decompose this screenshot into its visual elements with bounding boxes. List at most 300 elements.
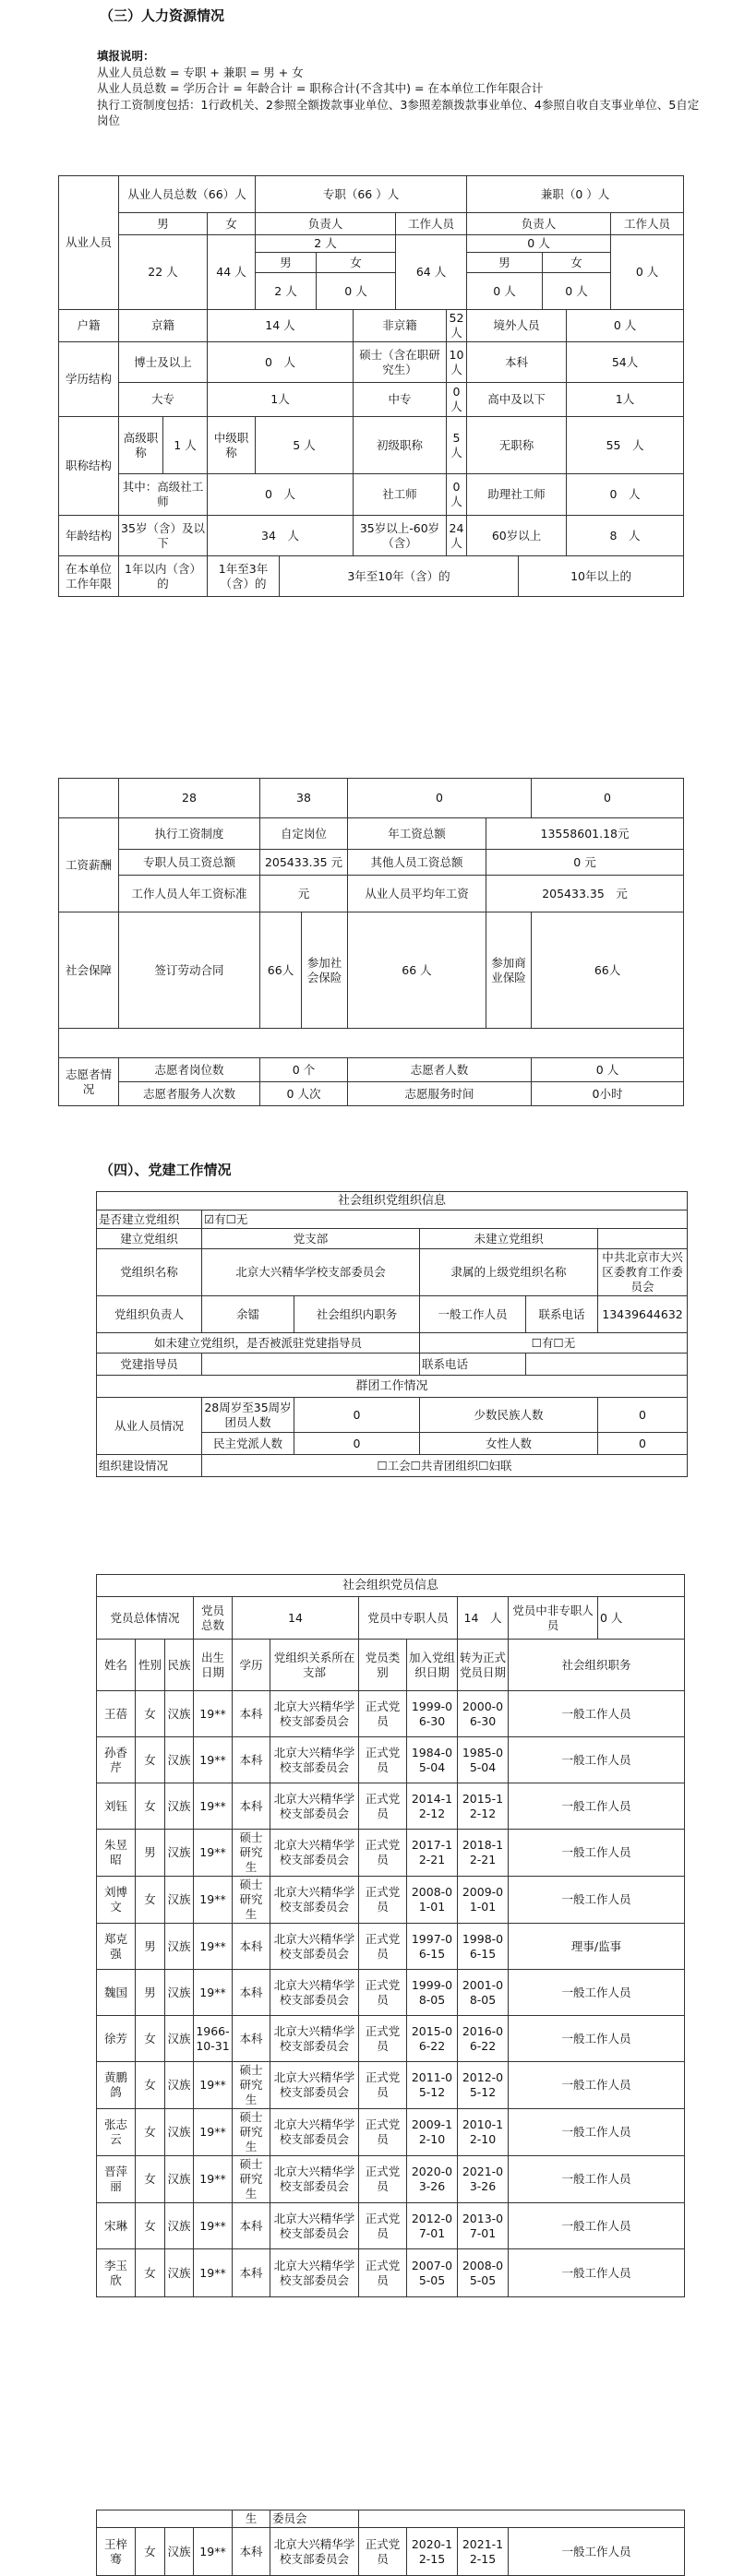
cell-nation: 汉族 <box>165 2016 194 2062</box>
qt-ze-value: 0 元 <box>486 850 684 876</box>
minority-label: 少数民族人数 <box>420 1398 598 1433</box>
cell-edu: 硕士研究生 <box>233 2062 270 2109</box>
cell-category: 正式党员 <box>359 2156 407 2203</box>
jianzhi-header: 兼职（0 ）人 <box>467 176 684 213</box>
cell-branch: 北京大兴精华学校支部委员会 <box>270 1691 359 1737</box>
construction-value: ☐工会☐共青团组织☐妇联 <box>202 1455 688 1477</box>
shuoshi-value: 10 人 <box>447 342 467 383</box>
table-row <box>97 1691 685 1737</box>
year2-label: 1年至3年（含）的 <box>208 556 280 597</box>
cell-branch: 北京大兴精华学校支部委员会 <box>270 1877 359 1924</box>
instructor-phone-value <box>526 1354 688 1376</box>
total-label: 党员总数 <box>194 1597 233 1640</box>
sgs-label: 社工师 <box>354 474 447 516</box>
zz-gz-header: 工作人员 <box>396 213 467 235</box>
cell-position: 一般工作人员 <box>509 1783 685 1830</box>
cell-name: 宋琳 <box>97 2203 136 2249</box>
cell-formal-date: 2010-12-10 <box>458 2109 509 2156</box>
cell-position: 一般工作人员 <box>509 2528 685 2576</box>
frag-edu: 生 <box>233 2510 270 2528</box>
total-value: 14 <box>233 1597 359 1640</box>
wjl-value <box>598 1229 688 1249</box>
cell-category: 正式党员 <box>359 1830 407 1877</box>
notes-head: 填报说明： <box>97 49 155 63</box>
cell-nation: 汉族 <box>165 2203 194 2249</box>
jingwai-value: 0 人 <box>567 310 684 342</box>
cell-gender: 女 <box>136 2062 165 2109</box>
cell-branch: 北京大兴精华学校支部委员会 <box>270 2109 359 2156</box>
cell-join-date: 2008-01-01 <box>407 1877 458 1924</box>
democratic-value: 0 <box>294 1433 420 1455</box>
cell-formal-date: 2013-07-01 <box>458 2203 509 2249</box>
table-row <box>97 2109 685 2156</box>
cell-position: 理事/监事 <box>509 1924 685 1970</box>
cell-edu: 硕士研究生 <box>233 1830 270 1877</box>
zhongzhuan-label: 中专 <box>354 383 447 417</box>
cell-formal-date: 2016-06-22 <box>458 2016 509 2062</box>
rc-value: 0 人次 <box>260 1082 348 1106</box>
cell-birth: 19** <box>194 1924 233 1970</box>
cell-gender: 女 <box>136 1737 165 1783</box>
cell-gender: 女 <box>136 2203 165 2249</box>
cell-gender: 女 <box>136 2249 165 2297</box>
jz-fzr-value: 0 人 <box>467 235 611 253</box>
gaozhong-value: 1人 <box>567 383 684 417</box>
cell-formal-date: 2000-06-30 <box>458 1691 509 1737</box>
cy-avg-label: 从业人员平均年工资 <box>348 876 486 912</box>
zyz-label: 志愿者情况 <box>59 1058 119 1106</box>
female-value: 0 <box>598 1433 688 1455</box>
table-row <box>97 1877 685 1924</box>
chuji-value: 5 人 <box>447 417 467 474</box>
cell-nation: 汉族 <box>165 1691 194 1737</box>
zz-female-value: 0 人 <box>317 273 396 310</box>
cell-birth: 19** <box>194 1737 233 1783</box>
cell-category: 正式党员 <box>359 1783 407 1830</box>
rc-label: 志愿者服务人次数 <box>119 1082 260 1106</box>
parent-org-value: 中共北京市大兴区委教育工作委员会 <box>598 1249 688 1296</box>
cell-branch: 北京大兴精华学校支部委员会 <box>270 2062 359 2109</box>
cell-join-date: 2011-05-12 <box>407 2062 458 2109</box>
jz-female-label: 女 <box>543 253 611 273</box>
jz-fzr-header: 负责人 <box>467 213 611 235</box>
col-formal-date: 转为正式党员日期 <box>458 1640 509 1691</box>
zz-male-label: 男 <box>256 253 317 273</box>
table-row <box>97 2203 685 2249</box>
sfjl-label: 是否建立党组织 <box>97 1210 202 1229</box>
dazhuan-label: 大专 <box>119 383 208 417</box>
frag-blank-b <box>359 2510 685 2528</box>
qt-ze-label: 其他人员工资总额 <box>348 850 486 876</box>
cell-gender: 男 <box>136 1830 165 1877</box>
gws-label: 志愿者岗位数 <box>119 1058 260 1082</box>
cell-edu: 本科 <box>233 1783 270 1830</box>
table-row <box>97 1783 685 1830</box>
cell-gender: 女 <box>136 2528 165 2576</box>
cell-formal-date: 2001-08-05 <box>458 1970 509 2016</box>
cell-birth: 19** <box>194 1830 233 1877</box>
col-name: 姓名 <box>97 1640 136 1691</box>
parttime-value: 0 人 <box>598 1597 685 1640</box>
xueli-label: 学历结构 <box>59 342 119 417</box>
age3-label: 60岁以上 <box>467 516 567 556</box>
jingwai-label: 境外人员 <box>467 310 567 342</box>
cell-join-date: 2020-03-26 <box>407 2156 458 2203</box>
cell-branch: 北京大兴精华学校支部委员会 <box>270 1737 359 1783</box>
cell-branch: 北京大兴精华学校支部委员会 <box>270 2016 359 2062</box>
year4-count: 0 <box>532 779 684 818</box>
gaoji-label: 高级职称 <box>119 417 163 474</box>
table-row <box>97 2016 685 2062</box>
cell-birth: 19** <box>194 2109 233 2156</box>
cell-nation: 汉族 <box>165 2062 194 2109</box>
zlsgs-label: 助理社工师 <box>467 474 567 516</box>
cell-formal-date: 2009-01-01 <box>458 1877 509 1924</box>
benke-label: 本科 <box>467 342 567 383</box>
cell-edu: 本科 <box>233 2203 270 2249</box>
cell-formal-date: 1998-06-15 <box>458 1924 509 1970</box>
nze-label: 年工资总额 <box>348 818 486 850</box>
gznx-label: 在本单位工作年限 <box>59 556 119 597</box>
yjl-label: 建立党组织 <box>97 1229 202 1249</box>
cell-position: 一般工作人员 <box>509 1877 685 1924</box>
table-row <box>97 2528 685 2576</box>
zz-female-label: 女 <box>317 253 396 273</box>
cell-gender: 女 <box>136 1783 165 1830</box>
fjingji-label: 非京籍 <box>354 310 447 342</box>
cell-branch: 北京大兴精华学校支部委员会 <box>270 2528 359 2576</box>
cell-category: 正式党员 <box>359 2249 407 2297</box>
notes-line2: 从业人员总数 = 学历合计 = 年龄合计 = 职称合计(不含其中) = 在本单位工作年限合计 <box>97 81 544 95</box>
cell-join-date: 2017-12-21 <box>407 1830 458 1877</box>
cell-birth: 19** <box>194 2156 233 2203</box>
cell-join-date: 1999-08-05 <box>407 1970 458 2016</box>
cell-name: 晋萍丽 <box>97 2156 136 2203</box>
sy-value: 66人 <box>532 912 684 1029</box>
cell-nation: 汉族 <box>165 2109 194 2156</box>
cell-birth: 19** <box>194 2203 233 2249</box>
total-header: 从业人员总数（66）人 <box>119 176 256 213</box>
cell-birth: 19** <box>194 1877 233 1924</box>
cell-name: 刘钰 <box>97 1783 136 1830</box>
cell-join-date: 2020-12-15 <box>407 2528 458 2576</box>
zlsgs-value: 0 人 <box>567 474 684 516</box>
age3-value: 8 人 <box>567 516 684 556</box>
cell-name: 张志云 <box>97 2109 136 2156</box>
notes-line3: 执行工资制度包括：1行政机关、2参照全额拨款事业单位、3参照差额拨款事业单位、4参照自收自支事业单位、5自定岗位 <box>97 97 700 127</box>
cell-position: 一般工作人员 <box>509 1830 685 1877</box>
gzxc-label: 工资薪酬 <box>59 818 119 912</box>
cell-category: 正式党员 <box>359 1877 407 1924</box>
year3-count: 0 <box>348 779 532 818</box>
cell-branch: 北京大兴精华学校支部委员会 <box>270 2156 359 2203</box>
cell-category: 正式党员 <box>359 1970 407 2016</box>
parttime-label: 党员中非专职人员 <box>509 1597 598 1640</box>
cell-join-date: 2009-12-10 <box>407 2109 458 2156</box>
inner-position-label: 社会组织内职务 <box>294 1296 420 1333</box>
org-name-value: 北京大兴精华学校支部委员会 <box>202 1249 420 1296</box>
org-leader-value: 余镭 <box>202 1296 294 1333</box>
cell-formal-date: 2012-05-12 <box>458 2062 509 2109</box>
cell-edu: 本科 <box>233 1737 270 1783</box>
nze-value: 13558601.18元 <box>486 818 684 850</box>
cy-avg-value: 205433.35 元 <box>486 876 684 912</box>
qd-value: 66人 <box>260 912 302 1029</box>
cell-position: 一般工作人员 <box>509 2109 685 2156</box>
female-header: 女 <box>208 213 256 235</box>
table-row <box>97 1830 685 1877</box>
cell-name: 徐芳 <box>97 2016 136 2062</box>
cell-name: 李玉欣 <box>97 2249 136 2297</box>
cell-formal-date: 2015-12-12 <box>458 1783 509 1830</box>
cell-formal-date: 2008-05-05 <box>458 2249 509 2297</box>
cy-label: 从业人员 <box>59 176 119 310</box>
org-name-label: 党组织名称 <box>97 1249 202 1296</box>
cell-gender: 女 <box>136 1877 165 1924</box>
cell-join-date: 2012-07-01 <box>407 2203 458 2249</box>
year3-label: 3年至10年（含）的 <box>280 556 519 597</box>
rs-label: 志愿者人数 <box>348 1058 532 1082</box>
instructor-question: 如未建立党组织，是否被派驻党建指导员 <box>97 1333 420 1354</box>
cell-formal-date: 1985-05-04 <box>458 1737 509 1783</box>
cell-name: 郑克强 <box>97 1924 136 1970</box>
col-position: 社会组织职务 <box>509 1640 685 1691</box>
cell-gender: 男 <box>136 1924 165 1970</box>
cell-nation: 汉族 <box>165 2156 194 2203</box>
phone-label: 联系电话 <box>526 1296 598 1333</box>
zhongji-value: 5 人 <box>256 417 354 474</box>
nianling-label: 年龄结构 <box>59 516 119 556</box>
instructor-label: 党建指导员 <box>97 1354 202 1376</box>
cell-join-date: 1997-06-15 <box>407 1924 458 1970</box>
cell-nation: 汉族 <box>165 2249 194 2297</box>
member-header: 社会组织党员信息 <box>97 1575 685 1597</box>
cell-nation: 汉族 <box>165 1737 194 1783</box>
org-header: 社会组织党组织信息 <box>97 1192 688 1210</box>
cell-nation: 汉族 <box>165 1783 194 1830</box>
year1-count: 28 <box>119 779 260 818</box>
chuji-label: 初级职称 <box>354 417 447 474</box>
rs-value: 0 人 <box>532 1058 684 1082</box>
instructor-value <box>202 1354 420 1376</box>
fjingji-value: 52 人 <box>447 310 467 342</box>
table-row <box>97 2249 685 2297</box>
cell-name: 王蓓 <box>97 1691 136 1737</box>
party-member-table <box>96 1574 685 2297</box>
wuzhicheng-label: 无职称 <box>467 417 567 474</box>
cell-birth: 19** <box>194 1783 233 1830</box>
cell-name: 刘博文 <box>97 1877 136 1924</box>
frag-branch: 委员会 <box>270 2510 359 2528</box>
year2-count: 38 <box>260 779 348 818</box>
parent-org-label: 隶属的上级党组织名称 <box>420 1249 598 1296</box>
cell-formal-date: 2018-12-21 <box>458 1830 509 1877</box>
cell-position: 一般工作人员 <box>509 2062 685 2109</box>
phone-value: 13439644632 <box>598 1296 688 1333</box>
col-category: 党员类别 <box>359 1640 407 1691</box>
gjsgs-label: 其中：高级社工师 <box>119 474 208 516</box>
cell-nation: 汉族 <box>165 1970 194 2016</box>
cell-gender: 女 <box>136 2016 165 2062</box>
table-row <box>97 1970 685 2016</box>
cell-edu: 本科 <box>233 2528 270 2576</box>
cell-join-date: 2014-12-12 <box>407 1783 458 1830</box>
member-col-header-row <box>97 1640 685 1691</box>
cell-birth: 19** <box>194 1691 233 1737</box>
cell-birth: 1966-10-31 <box>194 2016 233 2062</box>
cell-branch: 北京大兴精华学校支部委员会 <box>270 1924 359 1970</box>
table-row <box>97 2062 685 2109</box>
zxgz-label: 执行工资制度 <box>119 818 260 850</box>
wuzhicheng-value: 55 人 <box>567 417 684 474</box>
gws-value: 0 个 <box>260 1058 348 1082</box>
col-gender: 性别 <box>136 1640 165 1691</box>
zz-male-value: 2 人 <box>256 273 317 310</box>
zz-ze-label: 专职人员工资总额 <box>119 850 260 876</box>
cell-nation: 汉族 <box>165 1877 194 1924</box>
boshi-label: 博士及以上 <box>119 342 208 383</box>
jz-male-label: 男 <box>467 253 543 273</box>
gjsgs-value: 0 人 <box>208 474 354 516</box>
sj-value: 0小时 <box>532 1082 684 1106</box>
cell-position: 一般工作人员 <box>509 2203 685 2249</box>
year4-label: 10年以上的 <box>519 556 684 597</box>
construction-label: 组织建设情况 <box>97 1455 202 1477</box>
cell-position: 一般工作人员 <box>509 2156 685 2203</box>
cell-branch: 北京大兴精华学校支部委员会 <box>270 2249 359 2297</box>
col-join-date: 加入党组织日期 <box>407 1640 458 1691</box>
cell-edu: 硕士研究生 <box>233 1877 270 1924</box>
cell-join-date: 1984-05-04 <box>407 1737 458 1783</box>
cell-nation: 汉族 <box>165 2528 194 2576</box>
gaoji-value: 1 人 <box>163 417 208 474</box>
age2-value: 24 人 <box>447 516 467 556</box>
sgs-value: 0 人 <box>447 474 467 516</box>
col-edu: 学历 <box>233 1640 270 1691</box>
fill-notes <box>97 48 706 129</box>
jingji-label: 京籍 <box>119 310 208 342</box>
jz-male-value: 0 人 <box>467 273 543 310</box>
cell-edu: 硕士研究生 <box>233 2156 270 2203</box>
instructor-phone-label: 联系电话 <box>420 1354 526 1376</box>
year-blank <box>59 779 119 818</box>
hr-table <box>58 175 684 597</box>
section3-title: （三）人力资源情况 <box>100 7 225 24</box>
gaozhong-label: 高中及以下 <box>467 383 567 417</box>
female-value: 44 人 <box>208 235 256 310</box>
cell-edu: 本科 <box>233 1970 270 2016</box>
zz-fzr-header: 负责人 <box>256 213 396 235</box>
zz-fzr-value: 2 人 <box>256 235 396 253</box>
cell-gender: 男 <box>136 1970 165 2016</box>
cell-category: 正式党员 <box>359 2062 407 2109</box>
cell-nation: 汉族 <box>165 1830 194 1877</box>
inner-position-value: 一般工作人员 <box>420 1296 526 1333</box>
staff-label: 从业人员情况 <box>97 1398 202 1455</box>
cell-edu: 本科 <box>233 2016 270 2062</box>
benke-value: 54人 <box>567 342 684 383</box>
notes-line1: 从业人员总数 = 专职 + 兼职 = 男 + 女 <box>97 65 304 79</box>
cell-gender: 女 <box>136 2109 165 2156</box>
frag-blank-a <box>97 2510 233 2528</box>
q28-label: 28周岁至35周岁团员人数 <box>202 1398 294 1433</box>
cell-join-date: 2015-06-22 <box>407 2016 458 2062</box>
cj-label: 参加社会保险 <box>302 912 348 1029</box>
age1-value: 34 人 <box>208 516 354 556</box>
female-label: 女性人数 <box>420 1433 598 1455</box>
cell-position: 一般工作人员 <box>509 2016 685 2062</box>
cell-name: 朱昱昭 <box>97 1830 136 1877</box>
zz-ze-value: 205433.35 元 <box>260 850 348 876</box>
male-header: 男 <box>119 213 208 235</box>
cell-category: 正式党员 <box>359 2528 407 2576</box>
cell-position: 一般工作人员 <box>509 1737 685 1783</box>
cell-position: 一般工作人员 <box>509 1970 685 2016</box>
col-nation: 民族 <box>165 1640 194 1691</box>
gz-avg-label: 工作人员人年工资标准 <box>119 876 260 912</box>
cell-formal-date: 2021-12-15 <box>458 2528 509 2576</box>
cell-branch: 北京大兴精华学校支部委员会 <box>270 1830 359 1877</box>
cell-category: 正式党员 <box>359 1737 407 1783</box>
cell-edu: 硕士研究生 <box>233 2109 270 2156</box>
jingji-value: 14 人 <box>208 310 354 342</box>
col-birth: 出生日期 <box>194 1640 233 1691</box>
jz-female-value: 0 人 <box>543 273 611 310</box>
sfjl-value: ☑有☐无 <box>202 1210 688 1229</box>
age1-label: 35岁（含）及以下 <box>119 516 208 556</box>
dazhuan-value: 1人 <box>208 383 354 417</box>
cell-edu: 本科 <box>233 1924 270 1970</box>
cell-edu: 本科 <box>233 1691 270 1737</box>
qd-label: 签订劳动合同 <box>119 912 260 1029</box>
col-branch: 党组织关系所在支部 <box>270 1640 359 1691</box>
cell-branch: 北京大兴精华学校支部委员会 <box>270 2203 359 2249</box>
cell-category: 正式党员 <box>359 1691 407 1737</box>
boshi-value: 0 人 <box>208 342 354 383</box>
cell-formal-date: 2021-03-26 <box>458 2156 509 2203</box>
member-rows <box>97 1691 685 2297</box>
cell-birth: 19** <box>194 1970 233 2016</box>
cell-category: 正式党员 <box>359 2109 407 2156</box>
table-row <box>97 1924 685 1970</box>
cell-join-date: 2007-05-05 <box>407 2249 458 2297</box>
age2-label: 35岁以上-60岁（含） <box>354 516 447 556</box>
cell-birth: 19** <box>194 2062 233 2109</box>
cell-category: 正式党员 <box>359 2203 407 2249</box>
gz-avg-value: 元 <box>260 876 348 912</box>
cell-name: 王梓骞 <box>97 2528 136 2576</box>
wjl-label: 未建立党组织 <box>420 1229 598 1249</box>
zhicheng-label: 职称结构 <box>59 417 119 516</box>
zhongzhuan-value: 0 人 <box>447 383 467 417</box>
cj-value: 66 人 <box>348 912 486 1029</box>
zhongji-label: 中级职称 <box>208 417 256 474</box>
blank-row <box>59 1029 684 1058</box>
zxgz-value: 自定岗位 <box>260 818 348 850</box>
member-continued-table <box>96 2510 685 2576</box>
cell-name: 孙香芹 <box>97 1737 136 1783</box>
cell-edu: 本科 <box>233 2249 270 2297</box>
mass-header: 群团工作情况 <box>97 1376 688 1398</box>
cell-name: 魏国 <box>97 1970 136 2016</box>
year1-label: 1年以内（含）的 <box>119 556 208 597</box>
sy-label: 参加商业保险 <box>486 912 532 1029</box>
cell-name: 黄鹏鸽 <box>97 2062 136 2109</box>
sj-label: 志愿服务时间 <box>348 1082 532 1106</box>
salary-table <box>58 778 684 1106</box>
cell-gender: 女 <box>136 1691 165 1737</box>
cell-nation: 汉族 <box>165 1924 194 1970</box>
